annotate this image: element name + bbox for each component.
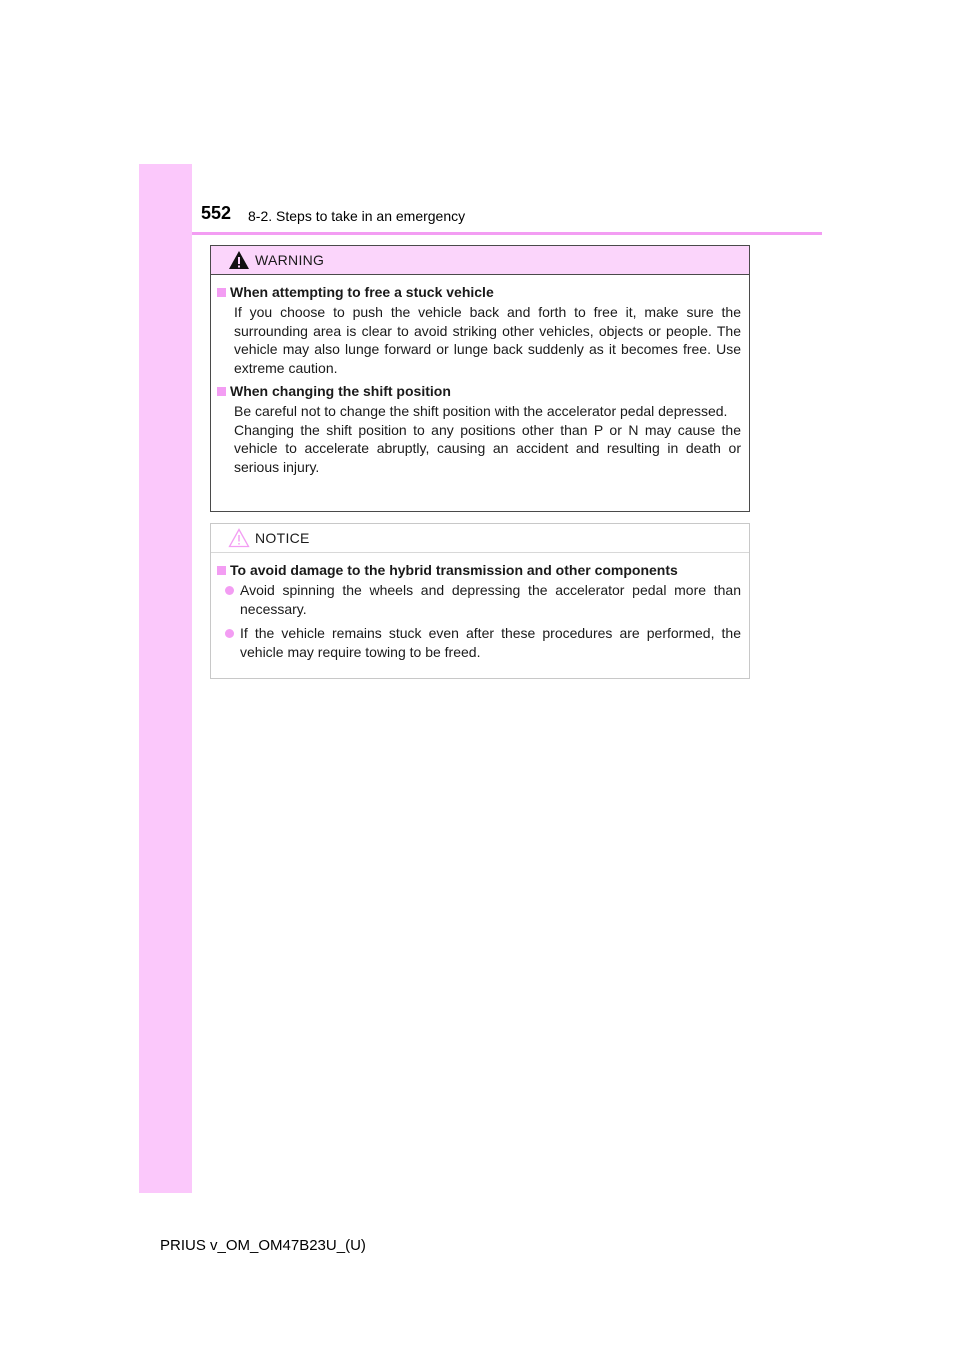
warning-item-text: If you choose to push the vehicle back and forth to free it, make sure the surrounding area is clear to avoid striking other vehicles, objects or people. The vehicle may also lunge forward or lunge back suddenly as it becomes free. Use extreme caution.: [234, 304, 741, 376]
notice-label: NOTICE: [255, 530, 310, 546]
warning-triangle-icon: [228, 250, 250, 270]
list-item: If the vehicle remains stuck even after these procedures are performed, the vehicle may require towing to be freed.: [225, 624, 741, 661]
list-item: Avoid spinning the wheels and depressing the accelerator pedal more than necessary.: [225, 581, 741, 618]
notice-body: [211, 553, 749, 661]
notice-header: [211, 524, 749, 553]
circle-bullet-icon: [225, 629, 234, 638]
warning-item-title: When changing the shift position: [217, 383, 741, 400]
page-number: 552: [201, 203, 232, 223]
warning-box: [210, 245, 750, 512]
section-title: 8-2. Steps to take in an emergency: [248, 208, 466, 224]
square-bullet-icon: [217, 566, 226, 575]
header-rule: [192, 232, 822, 235]
warning-label: WARNING: [255, 252, 325, 268]
notice-box: [210, 523, 750, 679]
circle-bullet-icon: [225, 586, 234, 595]
notice-item-title: To avoid damage to the hybrid transmission and other components: [217, 562, 741, 579]
warning-item-title: When attempting to free a stuck vehicle: [217, 284, 741, 301]
caution-triangle-outline-icon: [228, 528, 250, 548]
footer-code: PRIUS v_OM_OM47B23U_(U): [160, 1237, 366, 1254]
square-bullet-icon: [217, 387, 226, 396]
warning-item-text: Be careful not to change the shift position with the accelerator pedal depressed. Changing the shift position to any positions other than P or N may cause the vehicle to accelerate abruptly, causing an accident and resulting in death or serious injury.: [234, 403, 741, 475]
side-tab: [139, 164, 192, 1193]
warning-header: [211, 246, 749, 275]
square-bullet-icon: [217, 288, 226, 297]
warning-body: [211, 275, 749, 476]
